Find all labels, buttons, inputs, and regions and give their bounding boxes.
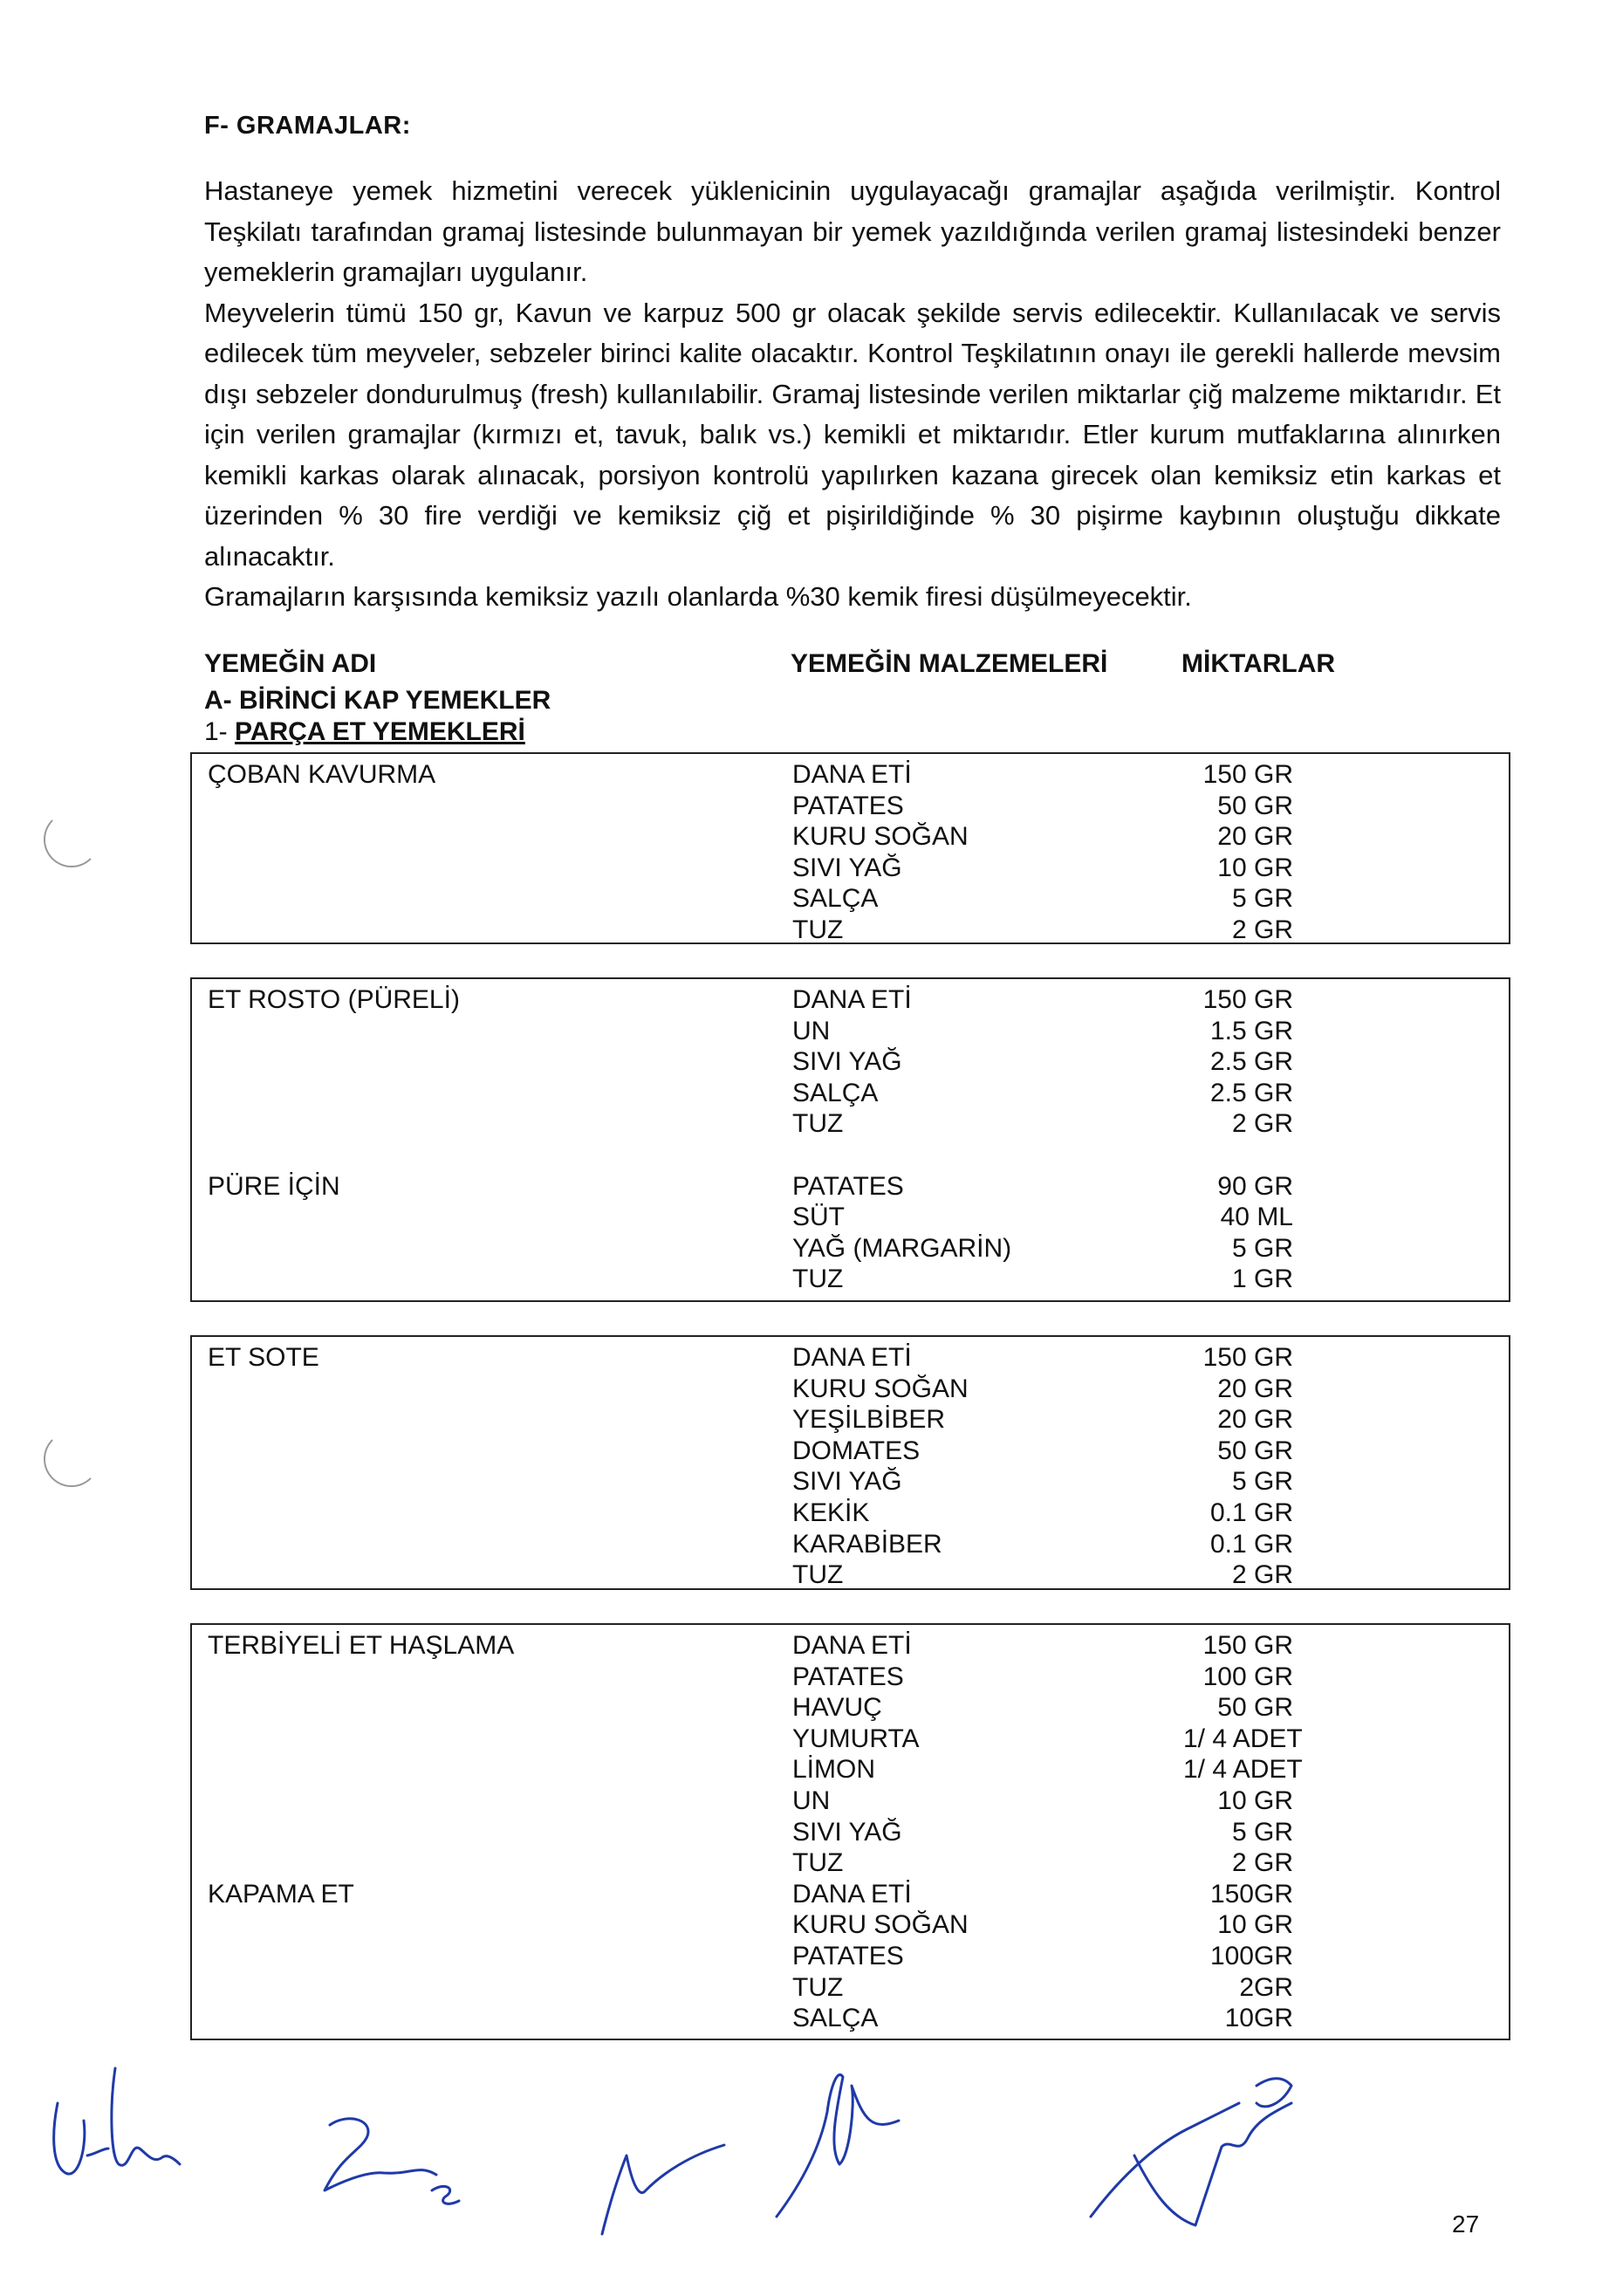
amount: 0.1 GR (1209, 1529, 1293, 1559)
subsection-number: 1- (204, 717, 228, 746)
amount: 2.5 GR (1209, 1047, 1293, 1077)
amount: 5 GR (1231, 1467, 1293, 1497)
table-row (192, 1909, 1509, 1941)
table-row (192, 1630, 1509, 1662)
table-row (192, 1498, 1509, 1529)
amount: 1/ 4 ADET (1183, 1724, 1303, 1753)
dish-box (190, 977, 1510, 1302)
table-row (192, 1466, 1509, 1498)
ingredient: KEKİK (792, 1498, 870, 1527)
table-row (192, 1879, 1509, 1910)
dish-name: KAPAMA ET (208, 1879, 354, 1909)
dish-box (190, 752, 1510, 944)
amount: 100GR (1209, 1942, 1293, 1970)
amount: 150 GR (1202, 1343, 1293, 1372)
table-row (192, 1108, 1509, 1140)
ingredient: DANA ETİ (792, 1879, 912, 1909)
signature-4 (777, 2074, 899, 2217)
signature-1 (54, 2068, 180, 2174)
ingredient: SALÇA (792, 2004, 879, 2033)
signature-3 (602, 2145, 724, 2234)
dish-name: ET SOTE (208, 1343, 319, 1372)
ingredient: UN (792, 1786, 831, 1815)
table-row (192, 1140, 1509, 1171)
dish-box (190, 1335, 1510, 1590)
signatures (0, 2051, 1623, 2296)
amount: 20 GR (1217, 1405, 1293, 1435)
ingredient: SÜT (792, 1203, 845, 1232)
table-row (192, 821, 1509, 853)
amount: 2 GR (1231, 1848, 1293, 1878)
table-row (192, 1785, 1509, 1817)
table-row (192, 1078, 1509, 1109)
table-row (192, 1662, 1509, 1693)
amount: 50 GR (1217, 1693, 1293, 1723)
table-row (192, 1754, 1509, 1785)
table-row (192, 883, 1509, 915)
amount: 20 GR (1217, 1374, 1293, 1403)
amount: 2 GR (1231, 915, 1293, 944)
ingredient: KURU SOĞAN (792, 822, 969, 852)
amount: 40 ML (1220, 1203, 1293, 1232)
header-ingredients: YEMEĞİN MALZEMELERİ (791, 649, 1108, 678)
intro-paragraph: Meyvelerin tümü 150 gr, Kavun ve karpuz 500 gr olacak şekilde servis edilecektir. Kullanılacak ve servis edilecek tüm meyveler, sebzeler birinci kalite olacaktır. Kontrol Teşkilatının onayı ile gerekli hallerde mevsim dışı sebzeler dondurulmuş (fresh) kullanılabilir. Gramaj listesinde verilen miktarlar çiğ malzeme miktarıdır. Et için verilen gramajlar (kırmızı et, tavuk, balık vs.) kemikli et miktarıdır. Etler kurum mutfaklarına alınırken kemikli karkas olarak alınacak, porsiyon kontrolü yapılırken kazana girecek olan kemiksiz etin karkas et üzerinden % 30 fire verdiği ve kemiksiz çiğ et pişirildiğinde % 30 pişirme kaybının oluştuğu dikkate alınacaktır. (204, 297, 1501, 572)
ingredient: TUZ (792, 1972, 844, 2002)
amount: 90 GR (1217, 1171, 1293, 1201)
intro-text (204, 171, 1501, 618)
table-row (192, 1559, 1509, 1591)
amount: 50 GR (1217, 791, 1293, 820)
amount: 10 GR (1217, 1910, 1293, 1940)
amount: 2.5 GR (1209, 1078, 1293, 1107)
intro-paragraph: Hastaneye yemek hizmetini verecek yüklenicinin uygulayacağı gramajlar aşağıda verilmiştir. Kontrol Teşkilatı tarafından gramaj listesinde bulunmayan bir yemek yazıldığında verilen gramaj listesindeki benzer yemeklerin gramajları uygulanır. (204, 175, 1501, 287)
dish-name: PÜRE İÇİN (208, 1171, 340, 1201)
amount: 0.1 GR (1209, 1498, 1293, 1527)
table-row (192, 1016, 1509, 1047)
ingredient: DANA ETİ (792, 1343, 912, 1372)
ingredient: SIVI YAĞ (792, 853, 902, 882)
table-row (192, 1202, 1509, 1233)
table-row (192, 1941, 1509, 1972)
amount: 150 GR (1202, 760, 1293, 789)
amount: 2GR (1239, 1972, 1293, 2002)
amount: 2 GR (1231, 1560, 1293, 1590)
ingredient: SALÇA (792, 1078, 879, 1107)
header-amounts: MİKTARLAR (1181, 649, 1336, 678)
table-row (192, 1847, 1509, 1879)
ingredient: KURU SOĞAN (792, 1374, 969, 1403)
punch-hole-mark (44, 1431, 99, 1487)
table-row (192, 853, 1509, 884)
amount: 150GR (1209, 1879, 1293, 1909)
punch-hole-mark (44, 812, 99, 867)
ingredient: SIVI YAĞ (792, 1817, 902, 1847)
ingredient: UN (792, 1016, 831, 1045)
intro-paragraph: Gramajların karşısında kemiksiz yazılı olanlarda %30 kemik firesi düşülmeyecektir. (204, 581, 1192, 612)
table-row (192, 1692, 1509, 1724)
dish-name: ET ROSTO (PÜRELİ) (208, 985, 460, 1014)
subsection-label: PARÇA ET YEMEKLERİ (235, 717, 525, 746)
table-row (192, 1436, 1509, 1467)
ingredient: PATATES (792, 1942, 904, 1970)
table-row (192, 1171, 1509, 1203)
ingredient: PATATES (792, 1662, 904, 1691)
amount: 1.5 GR (1209, 1016, 1293, 1045)
ingredient: DOMATES (792, 1436, 921, 1465)
ingredient: SALÇA (792, 884, 879, 914)
table-row (192, 984, 1509, 1016)
ingredient: TUZ (792, 1560, 844, 1590)
ingredient: YAĞ (MARGARİN) (792, 1233, 1012, 1263)
table-row (192, 1724, 1509, 1755)
table-row (192, 1374, 1509, 1405)
amount: 1 GR (1231, 1265, 1293, 1294)
ingredient: KARABİBER (792, 1529, 942, 1559)
amount: 1/ 4 ADET (1183, 1755, 1303, 1785)
page-number: 27 (1452, 2210, 1480, 2238)
table-row (192, 1529, 1509, 1560)
ingredient: DANA ETİ (792, 985, 912, 1014)
table-row (192, 1342, 1509, 1374)
amount: 10 GR (1217, 853, 1293, 882)
header-dish-name: YEMEĞİN ADI (204, 649, 377, 678)
table-row (192, 1972, 1509, 2004)
dish-name: TERBİYELİ ET HAŞLAMA (208, 1631, 515, 1660)
ingredient: SIVI YAĞ (792, 1467, 902, 1497)
ingredient: HAVUÇ (792, 1693, 882, 1723)
ingredient: TUZ (792, 1848, 844, 1878)
ingredient: TUZ (792, 1109, 844, 1139)
ingredient: YUMURTA (792, 1724, 920, 1753)
dish-name: ÇOBAN KAVURMA (208, 760, 436, 789)
table-row (192, 759, 1509, 791)
dish-box (190, 1623, 1510, 2040)
ingredient: DANA ETİ (792, 760, 912, 789)
ingredient: YEŞİLBİBER (792, 1405, 946, 1435)
amount: 5 GR (1231, 1817, 1293, 1847)
amount: 100 GR (1202, 1662, 1293, 1691)
ingredient: PATATES (792, 791, 904, 820)
subsection-title (204, 717, 525, 747)
amount: 150 GR (1202, 985, 1293, 1014)
amount: 50 GR (1217, 1436, 1293, 1465)
section-heading: F- GRAMAJLAR: (204, 112, 411, 140)
amount: 20 GR (1217, 822, 1293, 852)
table-row (192, 1046, 1509, 1078)
section-a-title: A- BİRİNCİ KAP YEMEKLER (204, 686, 551, 715)
table-row (192, 915, 1509, 946)
table-row (192, 1404, 1509, 1436)
amount: 10 GR (1217, 1786, 1293, 1815)
table-row (192, 1264, 1509, 1295)
table-row (192, 1233, 1509, 1265)
ingredient: PATATES (792, 1171, 904, 1201)
amount: 5 GR (1231, 884, 1293, 914)
ingredient: TUZ (792, 915, 844, 944)
ingredient: DANA ETİ (792, 1631, 912, 1660)
signature-2 (325, 2119, 459, 2204)
ingredient: KURU SOĞAN (792, 1910, 969, 1940)
table-row (192, 2003, 1509, 2034)
table-row (192, 791, 1509, 822)
amount: 2 GR (1231, 1109, 1293, 1139)
amount: 150 GR (1202, 1631, 1293, 1660)
ingredient: SIVI YAĞ (792, 1047, 902, 1077)
amount: 5 GR (1231, 1233, 1293, 1263)
ingredient: TUZ (792, 1265, 844, 1294)
ingredient: LİMON (792, 1755, 876, 1785)
table-row (192, 1817, 1509, 1848)
signature-5 (1091, 2079, 1291, 2225)
amount: 10GR (1224, 2004, 1293, 2033)
